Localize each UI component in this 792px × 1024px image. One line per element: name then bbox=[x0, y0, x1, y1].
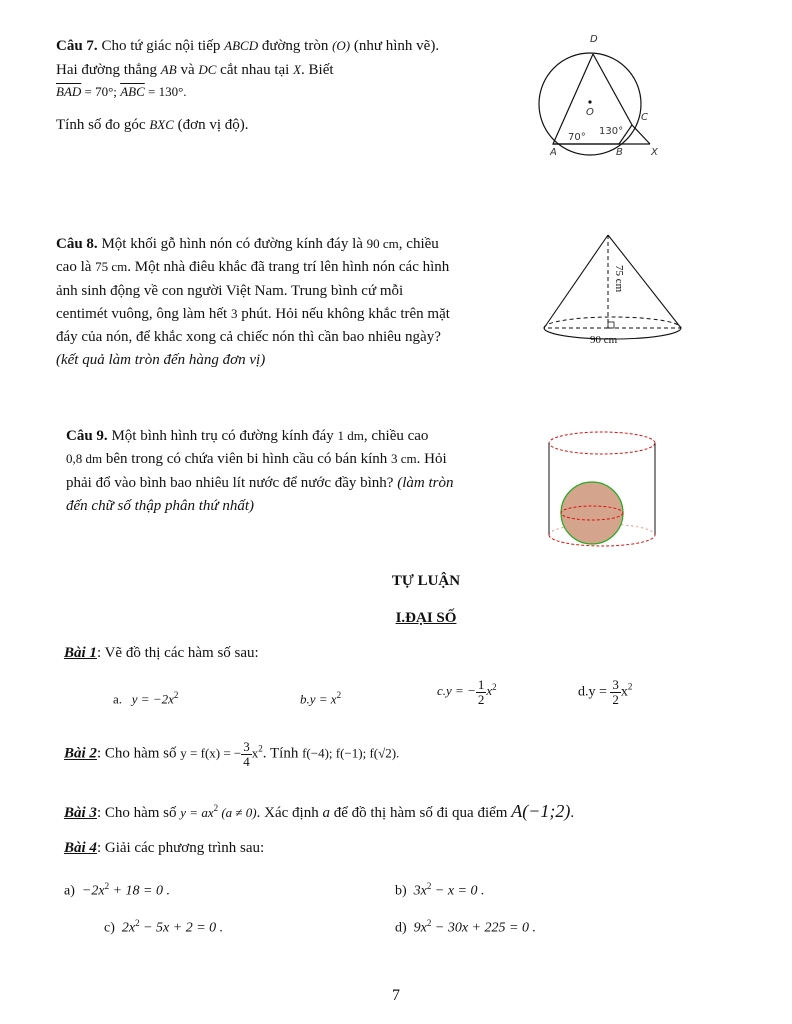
bai4-c: c) $2x^2 - 5x + 2 = 0$ . bbox=[104, 918, 224, 936]
arc-bad: $\overline{BAD}$ bbox=[56, 84, 82, 99]
bai-2: Bài 2: Cho hàm số y = f(x) = − $\frac{3}{4}$ $x^2$. Tính f(−4); f(−1); f(√2). bbox=[64, 739, 400, 769]
bai-1: Bài 1: Vẽ đồ thị các hàm số sau: bbox=[64, 645, 259, 661]
bai1-c: c.y = − $\frac{1}{2}$ $x^2$ bbox=[437, 677, 497, 707]
label-o: O bbox=[586, 107, 594, 118]
cone-figure bbox=[538, 232, 688, 347]
center-dot bbox=[588, 100, 591, 103]
bai1-a: a. $y = -2x^2$ bbox=[113, 690, 179, 707]
label-c: C bbox=[641, 112, 648, 123]
bai1-b: $b.y = x^2$ bbox=[300, 690, 342, 707]
circle-quadrilateral-figure bbox=[535, 32, 670, 157]
heading-dai-so: I.ĐẠI SỐ bbox=[395, 610, 457, 626]
question-7: Câu 7. Cho tứ giác nội tiếp ABCD đường tròn (O) (như hình vẽ). Hai đường thẳng AB và DC cắt nhau tại X. Biết $\overline{BAD} = 70^\circ$; $\overline{ABC} = 130^\circ$. Tính số đo góc BXC (đơn vị độ). bbox=[56, 38, 440, 133]
line-dc-x bbox=[632, 125, 650, 144]
q8-note: (kết quả làm tròn đến hàng đơn vị) bbox=[56, 352, 266, 369]
question-9: Câu 9. Một bình hình trụ có đường kính đáy 1 dm, chiều cao 0,8 dm bên trong có chứa viên bi hình cầu có bán kính 3 cm. Hỏi phải đổ vào bình bao nhiêu lít nước để nước đầy bình? (làm tròn đến chữ số thập phân thứ nhất) bbox=[66, 428, 454, 514]
height-label: 75 cm bbox=[613, 265, 625, 293]
bai4-a: $a) -2x^2 + 18 = 0$ . bbox=[64, 881, 170, 899]
page-number: 7 bbox=[392, 987, 400, 1004]
label-d: D bbox=[590, 34, 598, 45]
q9-label: Câu 9. bbox=[66, 428, 108, 444]
diameter-label: 90 cm bbox=[590, 334, 618, 346]
arc-abc: $\overline{ABC}$ bbox=[120, 84, 145, 99]
bai-4: Bài 4: Giải các phương trình sau: bbox=[64, 840, 265, 856]
cylinder-sphere-figure bbox=[546, 425, 658, 550]
label-b: B bbox=[616, 147, 623, 157]
q8-label: Câu 8. bbox=[56, 236, 98, 252]
q7-label: Câu 7. bbox=[56, 38, 98, 54]
bai4-b: b) $3x^2 - x = 0$ . bbox=[395, 881, 485, 899]
angle-130-label: 130° bbox=[599, 126, 624, 137]
bai1-d: d.y = $\frac{3}{2}$ $x^2$ bbox=[578, 677, 633, 707]
bai-3: Bài 3: Cho hàm số $y = ax^2$ (a ≠ 0). Xác định a để đồ thị hàm số đi qua điểm A(−1;2). bbox=[64, 801, 575, 821]
question-8: Câu 8. Một khối gỗ hình nón có đường kính đáy là 90 cm, chiều cao là 75 cm. Một nhà điêu khắc đã trang trí lên hình nón các hình ảnh sinh động về con người Việt Nam. Trung bình cứ mỗi centimét vuông, ông làm hết 3 phút. Hỏi nếu không khắc trên mặt đáy của nón, để khắc xong cả chiếc nón thì cần bao nhiêu ngày? (kết quả làm tròn đến hàng đơn vị) bbox=[56, 233, 511, 373]
label-x: X bbox=[651, 147, 658, 157]
label-a: A bbox=[550, 147, 557, 157]
angle-70-label: 70° bbox=[568, 132, 586, 143]
bai4-d: d) $9x^2 - 30x + 225 = 0$ . bbox=[395, 918, 536, 936]
heading-tu-luan: TỰ LUẬN bbox=[391, 573, 461, 589]
